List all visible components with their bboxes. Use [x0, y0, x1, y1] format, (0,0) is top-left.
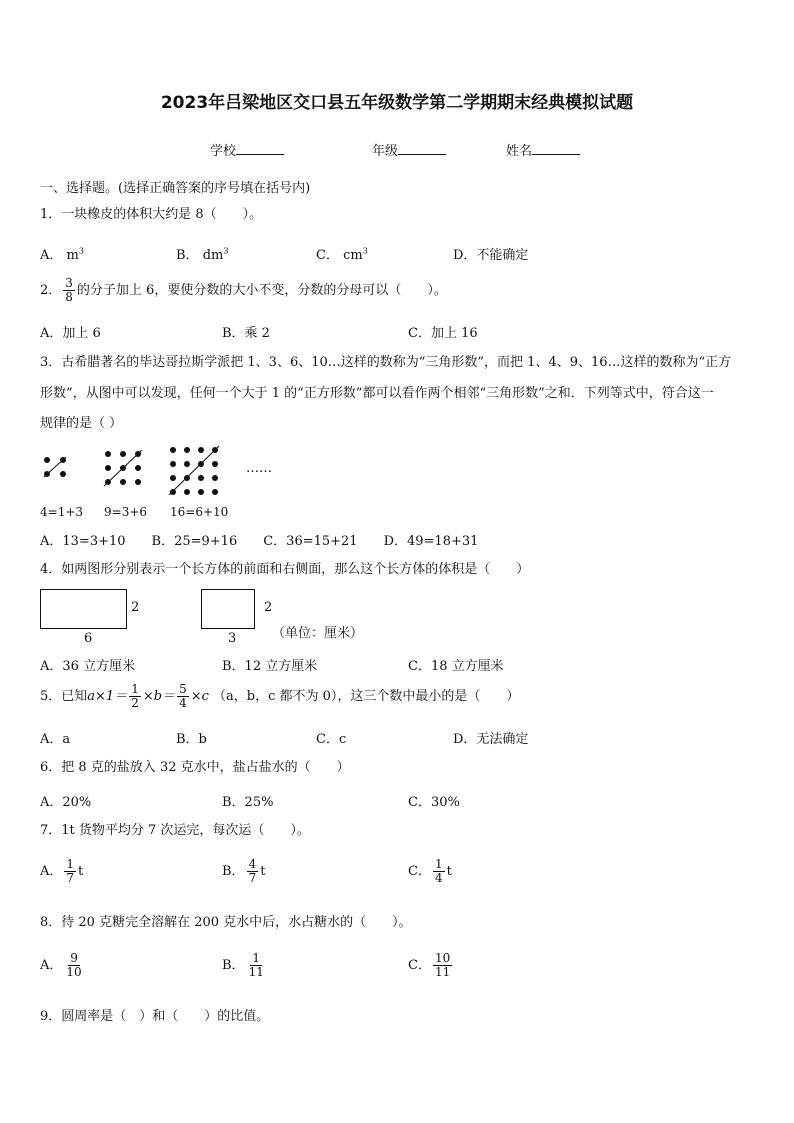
front-width-label: 6: [84, 631, 93, 646]
q5-option-d: D．无法确定: [453, 732, 529, 747]
school-blank: [236, 142, 284, 155]
q3-line3: 规律的是（ ）: [40, 416, 123, 431]
page-title: 2023年吕梁地区交口县五年级数学第二学期期末经典模拟试题: [160, 93, 634, 113]
grade-label: 年级: [372, 144, 399, 159]
caption-16: 16=6+10: [170, 505, 229, 519]
q7-text: 7．1t 货物平均分 7 次运完，每次运（ ）。: [40, 823, 310, 838]
caption-4: 4=1+3: [40, 505, 84, 519]
name-label: 姓名: [506, 144, 533, 159]
q5-option-c: C．c: [316, 732, 347, 747]
dot-figure-9: [104, 450, 142, 486]
q8-option-b: B． $\frac{1}{11}$: [222, 951, 264, 979]
q1-option-d: D．不能确定: [453, 248, 529, 263]
q6-option-c: C．30%: [408, 795, 460, 810]
school-label: 学校: [210, 144, 237, 159]
q6-text: 6．把 8 克的盐放入 32 克水中，盐占盐水的（ ）: [40, 760, 350, 775]
q2-option-b: B．乘 2: [222, 326, 270, 341]
q2-option-a: A．加上 6: [40, 326, 101, 341]
q8-text: 8．待 20 克糖完全溶解在 200 克水中后，水占糖水的（ ）。: [40, 915, 412, 930]
side-height-label: 2: [264, 600, 273, 615]
school-field: [210, 140, 284, 159]
q1-option-c: C． $cm^3$: [316, 246, 368, 263]
front-height-label: 2: [131, 600, 140, 615]
q2-fraction: $\frac{3}{8}$: [65, 276, 73, 304]
q1-option-a: A． $m^3$: [40, 246, 84, 263]
q6-option-a: A．20%: [40, 795, 92, 810]
q8-option-c: C． $\frac{10}{11}$: [408, 951, 451, 979]
q7-option-a: A． $\frac{1}{7}$ t: [40, 857, 84, 885]
q1-text: 1．一块橡皮的体积大约是 8（ ）。: [40, 207, 263, 222]
q5-text: 5．已知a×1＝ $\frac{1}{2}$ ×b＝ $\frac{5}{4}$ ×c （a，b，c 都不为 0），这三个数中最小的是（ ）: [40, 682, 520, 710]
q4-option-c: C．18 立方厘米: [408, 659, 504, 674]
q2-option-c: C．加上 16: [408, 326, 478, 341]
unit-note: （单位：厘米）: [272, 626, 364, 641]
front-face-rectangle: [40, 589, 127, 629]
grade-blank: [398, 142, 446, 155]
grade-field: [372, 140, 446, 159]
dot-figure-4: [44, 457, 66, 477]
q9-text: 9．圆周率是（ ）和（ ）的比值。: [40, 1009, 270, 1024]
q4-option-b: B．12 立方厘米: [222, 659, 318, 674]
dot-figure-16: [169, 446, 219, 495]
name-blank: [532, 142, 580, 155]
q3-options: A．13=3+10 B．25=9+16 C．36=15+21 D．49=18+31: [40, 534, 479, 549]
caption-9: 9=3+6: [104, 505, 148, 519]
square-number-dot-figures: [40, 444, 240, 496]
dot-figure-ellipsis: ……: [246, 461, 272, 476]
q5-option-b: B．b: [176, 732, 207, 747]
q2-text: 2． $\frac{3}{8}$ 的分子加上 6，要使分数的大小不变，分数的分母可以（ ）。: [40, 276, 447, 304]
q5-option-a: A．a: [40, 732, 71, 747]
q7-option-b: B． $\frac{4}{7}$ t: [222, 857, 266, 885]
q1-option-b: B． $dm^3$: [176, 246, 229, 263]
q8-option-a: A． $\frac{9}{10}$: [40, 951, 82, 979]
q3-line2: 形数”，从图中可以发现，任何一个大于 1 的“正方形数”都可以看作两个相邻“三角形数”之和．下列等式中，符合这一: [40, 386, 714, 401]
q4-option-a: A．36 立方厘米: [40, 659, 136, 674]
q6-option-b: B．25%: [222, 795, 274, 810]
q7-option-c: C． $\frac{1}{4}$ t: [408, 857, 452, 885]
q3-line1: 3．古希腊著名的毕达哥拉斯学派把 1、3、6、10…这样的数称为“三角形数”，而把 1、4、9、16…这样的数称为“正方: [40, 355, 732, 370]
side-width-label: 3: [228, 631, 237, 646]
name-field: [506, 140, 580, 159]
q4-text: 4．如两图形分别表示一个长方体的前面和右侧面，那么这个长方体的体积是（ ）: [40, 562, 530, 577]
side-face-rectangle: [201, 589, 255, 629]
section-heading: 一、选择题。(选择正确答案的序号填在括号内): [40, 181, 311, 196]
